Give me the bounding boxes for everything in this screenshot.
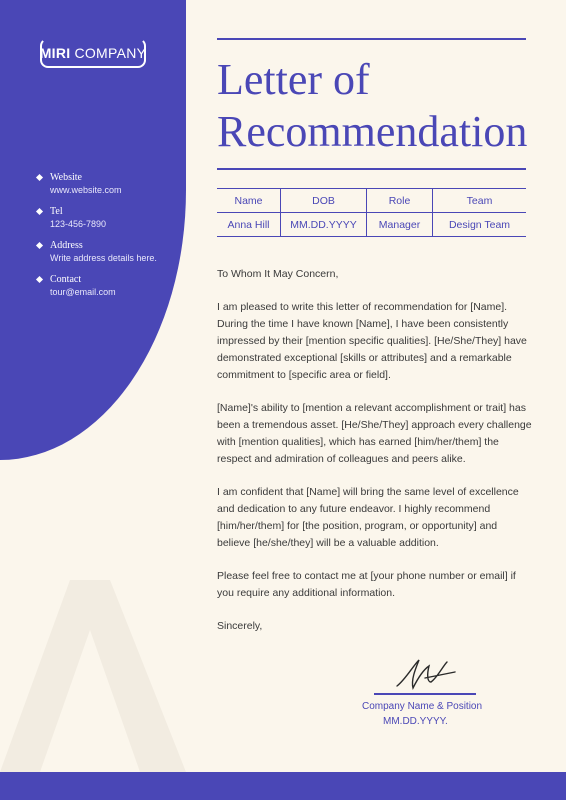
signature-line [374,693,476,695]
contact-email [37,274,177,297]
paragraph-1: I am pleased to write this letter of recommendation for [Name]. During the time I have known [Name], I have been consistently impressed by their [mention specific qualities]. [He/She/They] have demonstrated exceptional [skills or attributes] and a remarkable commitment to [specific area or field]. [217,301,527,381]
contact-title: Contact [50,274,82,285]
title-divider [217,168,526,170]
table-header: Team [433,189,527,213]
diamond-bullet-icon [36,242,43,249]
contact-title: Website [50,172,82,183]
contact-value: www.website.com [50,185,122,195]
contact-list [37,172,177,308]
logo-rest: COMPANY [74,45,147,61]
closing: Sincerely, [217,620,263,632]
title-line-2: Recommendation [217,107,528,156]
table-cell: Anna Hill [217,213,281,237]
letter-body [217,266,532,651]
contact-title: Address [50,240,83,251]
diamond-bullet-icon [36,208,43,215]
diamond-bullet-icon [36,174,43,181]
info-table [217,188,526,237]
table-row [217,213,526,237]
diamond-bullet-icon [36,276,43,283]
signature-name-position: Company Name & Position [362,701,483,712]
contact-title: Tel [50,206,63,217]
top-divider [217,38,526,40]
footer-bar [0,772,566,800]
table-header: DOB [281,189,367,213]
company-logo [40,38,146,68]
letter-watermark-icon [0,560,186,772]
contact-address [37,240,177,263]
sidebar-panel [0,0,186,460]
contact-website [37,172,177,195]
paragraph-3: I am confident that [Name] will bring the same level of excellence and dedication to any future endeavor. I highly recommend [him/her/them] for [the position, program, or opportunity] and believe [he/she/they] will be a valuable addition. [217,486,519,549]
contact-value: tour@email.com [50,287,116,297]
table-cell: Design Team [448,218,511,231]
table-cell: MM.DD.YYYY [281,213,367,237]
contact-tel [37,206,177,229]
paragraph-2: [Name]'s ability to [mention a relevant accomplishment or trait] has been a tremendous asset. [He/She/They] approach every challenge with [mention qualities], which has earned [him/her/them] the respect and admiration of colleagues and peers alike. [217,402,532,465]
table-header-row [217,189,526,213]
logo-bold: MIRI [39,45,71,61]
page-title [217,54,537,158]
table-cell: Manager [367,213,433,237]
signature-mark-icon [395,656,457,692]
contact-value: 123-456-7890 [50,219,107,229]
salutation: To Whom It May Concern, [217,268,339,280]
table-header: Name [217,189,281,213]
table-header: Role [367,189,433,213]
signature-date: MM.DD.YYYY. [383,716,448,727]
contact-value: Write address details here. [50,253,157,263]
paragraph-4: Please feel free to contact me at [your phone number or email] if you require any additional information. [217,570,516,599]
title-line-1: Letter of [217,55,370,104]
